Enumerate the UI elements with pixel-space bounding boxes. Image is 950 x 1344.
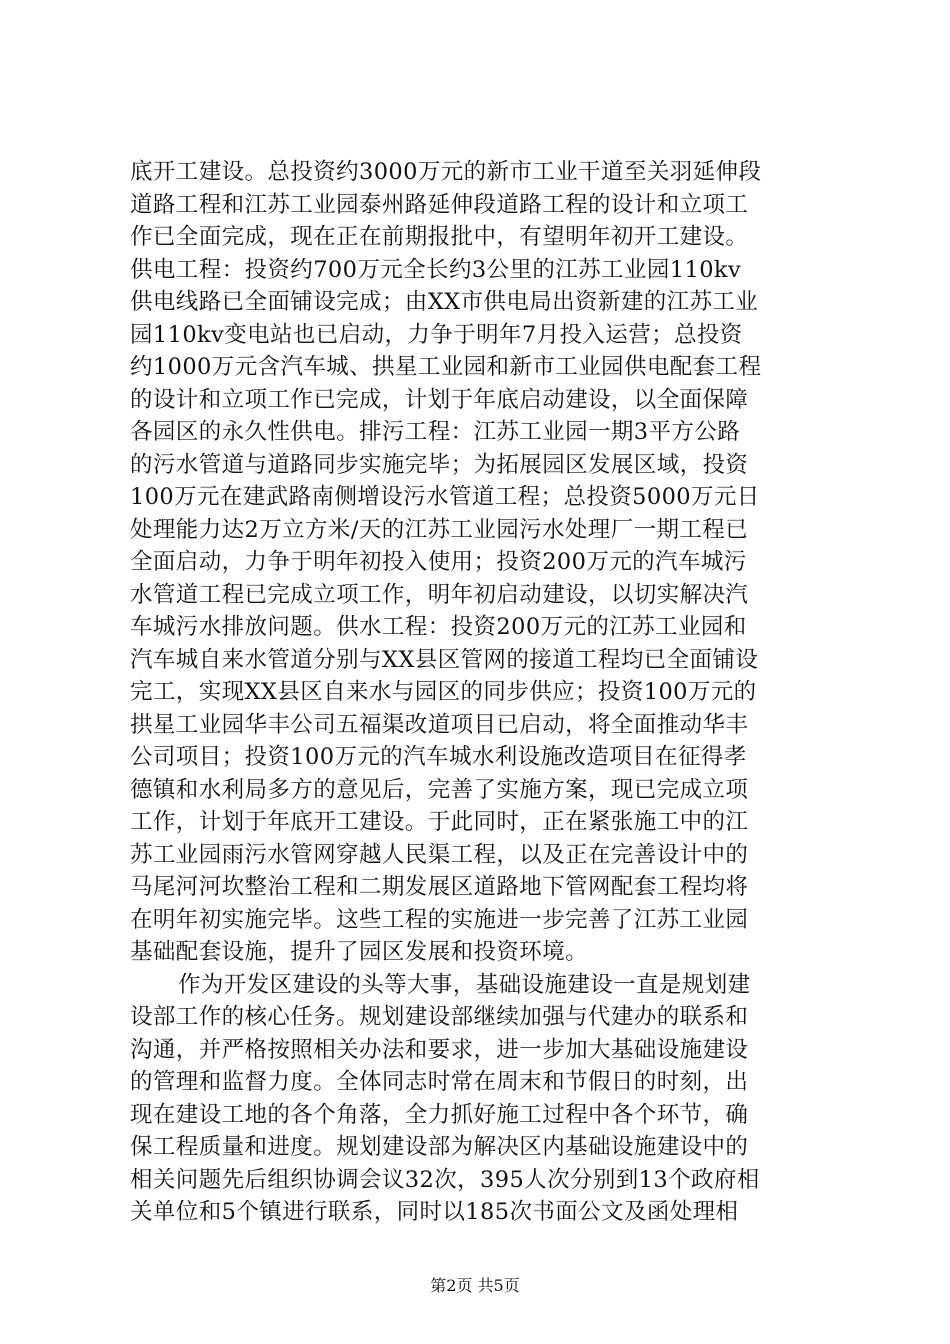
text-line: 拱星工业园华丰公司五福渠改道项目已启动，将全面推动华丰 bbox=[130, 711, 749, 738]
text-line: 基础配套设施，提升了园区发展和投资环境。 bbox=[130, 939, 589, 965]
page-number: 第2页 共5页 bbox=[430, 1276, 520, 1295]
text-line: 供电工程：投资约700万元全长约3公里的江苏工业园110kv bbox=[130, 256, 742, 283]
text-line: 的管理和监督力度。全体同志时常在周末和节假日的时刻，出 bbox=[130, 1069, 749, 1095]
text-line: 公司项目；投资100万元的汽车城水利设施改造项目在征得孝 bbox=[130, 744, 747, 770]
body-text bbox=[130, 156, 830, 1229]
text-line: 水管道工程已完成立项工作，明年初启动建设，以切实解决汽 bbox=[130, 581, 749, 608]
text-line: 道路工程和江苏工业园泰州路延伸段道路工程的设计和立项工 bbox=[130, 191, 749, 218]
text-line: 园110kv变电站也已启动，力争于明年7月投入运营；总投资 bbox=[130, 321, 743, 348]
text-line: 保工程质量和进度。规划建设部为解决区内基础设施建设中的 bbox=[130, 1134, 749, 1160]
text-line: 约1000万元含汽车城、拱星工业园和新市工业园供电配套工程 bbox=[130, 354, 762, 380]
text-line: 的污水管道与道路同步实施完毕；为拓展园区发展区域，投资 bbox=[130, 451, 749, 478]
text-line: 汽车城自来水管道分别与XX县区管网的接道工程均已全面铺设 bbox=[130, 646, 759, 673]
text-line: 相关问题先后组织协调会议32次，395人次分别到13个政府相 bbox=[130, 1166, 760, 1193]
text-line: 关单位和5个镇进行联系，同时以185次书面公文及函处理相 bbox=[130, 1199, 739, 1225]
text-line: 100万元在建武路南侧增设污水管道工程；总投资5000万元日 bbox=[130, 484, 760, 510]
text-line: 车城污水排放问题。供水工程：投资200万元的江苏工业园和 bbox=[130, 614, 747, 640]
text-line: 现在建设工地的各个角落，全力抓好施工过程中各个环节，确 bbox=[130, 1101, 749, 1128]
text-line: 在明年初实施完毕。这些工程的实施进一步完善了江苏工业园 bbox=[130, 906, 749, 933]
text-line: 的设计和立项工作已完成，计划于年底启动建设，以全面保障 bbox=[130, 386, 749, 413]
text-line: 各园区的永久性供电。排污工程：江苏工业园一期3平方公路 bbox=[130, 419, 741, 445]
text-line: 底开工建设。总投资约3000万元的新市工业干道至关羽延伸段 bbox=[130, 159, 762, 185]
text-line: 作已全面完成，现在正在前期报批中，有望明年初开工建设。 bbox=[130, 224, 749, 250]
text-line: 全面启动，力争于明年初投入使用；投资200万元的汽车城污 bbox=[130, 549, 747, 575]
page-footer bbox=[0, 1276, 950, 1296]
text-line: 工作，计划于年底开工建设。于此同时，正在紧张施工中的江 bbox=[130, 809, 749, 835]
text-line: 苏工业园雨污水管网穿越人民渠工程，以及正在完善设计中的 bbox=[130, 841, 749, 868]
text-line: 处理能力达2万立方米/天的江苏工业园污水处理厂一期工程已 bbox=[130, 516, 749, 543]
text-line: 完工，实现XX县区自来水与园区的同步供应；投资100万元的 bbox=[130, 679, 757, 705]
text-line: 马尾河河坎整治工程和二期发展区道路地下管网配套工程均将 bbox=[130, 874, 749, 900]
text-line: 德镇和水利局多方的意见后，完善了实施方案，现已完成立项 bbox=[130, 776, 749, 803]
paragraph-first-line: 作为开发区建设的头等大事，基础设施建设一直是规划建 bbox=[178, 971, 751, 998]
text-line: 供电线路已全面铺设完成；由XX市供电局出资新建的江苏工业 bbox=[130, 289, 759, 315]
text-line: 设部工作的核心任务。规划建设部继续加强与代建办的联系和 bbox=[130, 1004, 749, 1030]
text-line: 沟通，并严格按照相关办法和要求，进一步加大基础设施建设 bbox=[130, 1036, 749, 1063]
